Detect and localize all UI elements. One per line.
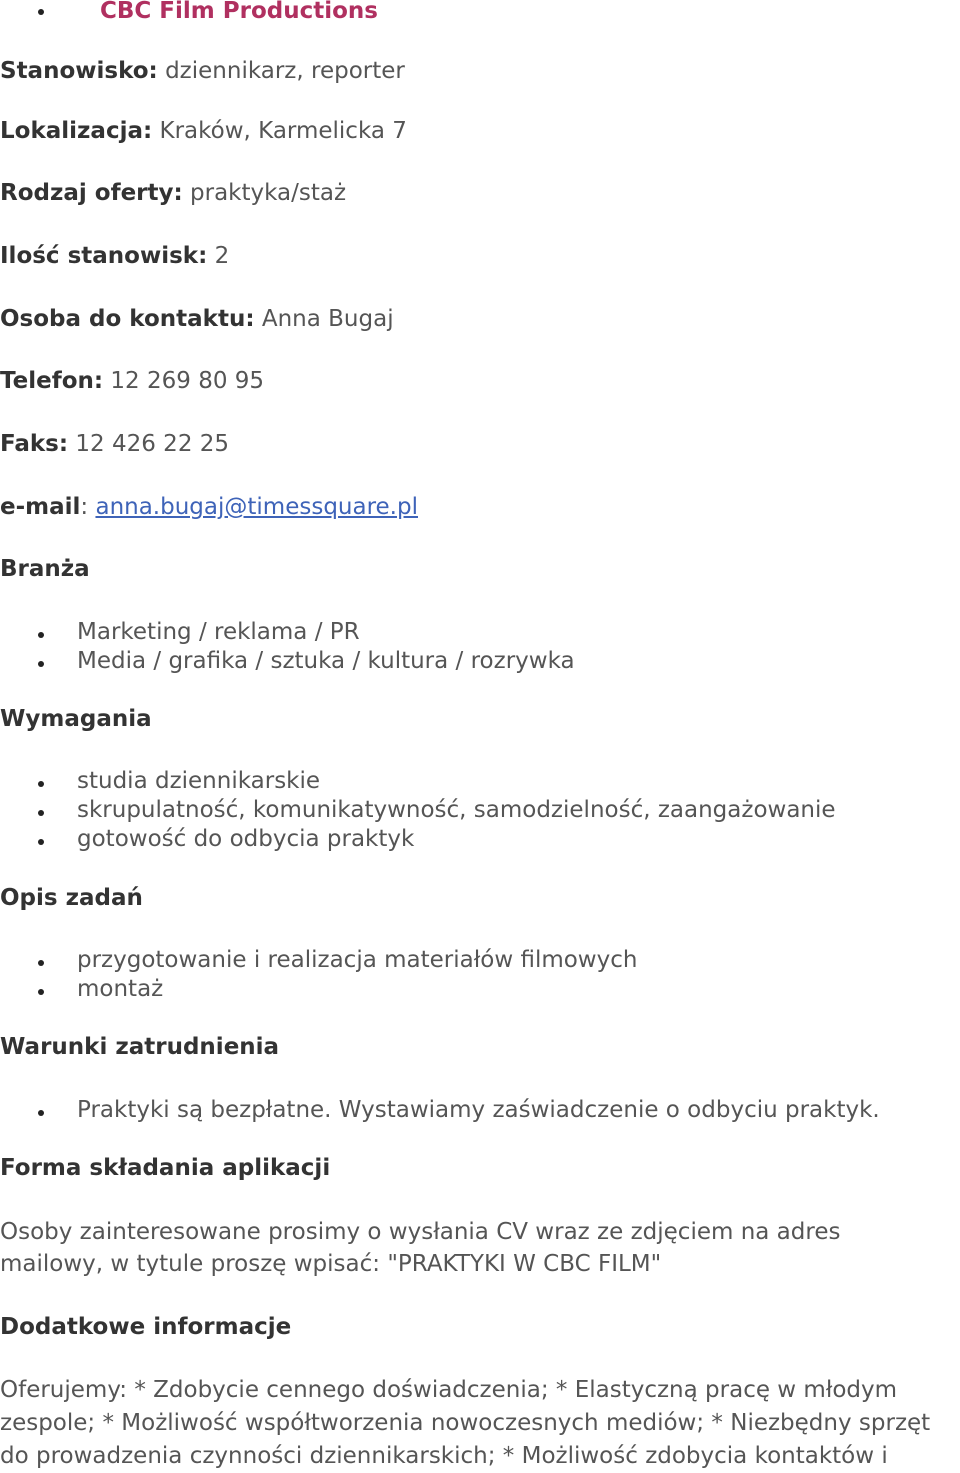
field-label: Stanowisko: bbox=[0, 58, 158, 84]
field-stanowisko bbox=[0, 56, 405, 86]
bullet-icon bbox=[38, 781, 44, 787]
section-heading-warunki: Warunki zatrudnienia bbox=[0, 1034, 280, 1060]
field-label: Faks: bbox=[0, 431, 69, 457]
field-lokalizacja bbox=[0, 116, 407, 146]
field-separator: : bbox=[80, 494, 89, 520]
list-item: montaż bbox=[77, 976, 164, 1002]
field-value: praktyka/staż bbox=[190, 180, 347, 206]
paragraph-line: Oferujemy: * Zdobycie cennego doświadczenia; * Elastyczną pracę w młodym bbox=[0, 1377, 898, 1403]
paragraph-line: zespole; * Możliwość współtworzenia nowoczesnych mediów; * Niezbędny sprzęt bbox=[0, 1410, 931, 1436]
bullet-icon bbox=[38, 1110, 44, 1116]
paragraph-line: mailowy, w tytule proszę wpisać: "PRAKTYKI W CBC FILM" bbox=[0, 1251, 662, 1277]
field-value: dziennikarz, reporter bbox=[165, 58, 405, 84]
bullet-icon bbox=[38, 632, 44, 638]
field-value: Kraków, Karmelicka 7 bbox=[159, 118, 407, 144]
email-link[interactable]: anna.bugaj@timessquare.pl bbox=[95, 494, 418, 520]
list-item: studia dziennikarskie bbox=[77, 768, 321, 794]
section-heading-branza: Branża bbox=[0, 556, 90, 582]
field-rodzaj-oferty bbox=[0, 178, 346, 208]
field-email bbox=[0, 492, 418, 522]
section-heading-wymagania: Wymagania bbox=[0, 706, 152, 732]
list-item: gotowość do odbycia praktyk bbox=[77, 826, 415, 852]
section-heading-dodatkowe: Dodatkowe informacje bbox=[0, 1314, 292, 1340]
field-label: e-mail bbox=[0, 494, 81, 520]
field-ilosc-stanowisk bbox=[0, 241, 229, 271]
list-item: przygotowanie i realizacja materiałów filmowych bbox=[77, 947, 638, 973]
list-item: Marketing / reklama / PR bbox=[77, 619, 360, 645]
field-value: 2 bbox=[214, 243, 230, 269]
field-label: Rodzaj oferty: bbox=[0, 180, 183, 206]
field-label: Telefon: bbox=[0, 368, 104, 394]
section-heading-opis-zadan: Opis zadań bbox=[0, 885, 143, 911]
bullet-icon bbox=[38, 810, 44, 816]
field-osoba-do-kontaktu bbox=[0, 304, 394, 334]
field-faks bbox=[0, 429, 229, 459]
list-item: Praktyki są bezpłatne. Wystawiamy zaświadczenie o odbyciu praktyk. bbox=[77, 1097, 880, 1123]
field-value: 12 426 22 25 bbox=[75, 431, 230, 457]
section-heading-forma: Forma składania aplikacji bbox=[0, 1155, 331, 1181]
bullet-icon bbox=[38, 661, 44, 667]
paragraph-line: Osoby zainteresowane prosimy o wysłania CV wraz ze zdjęciem na adres bbox=[0, 1219, 841, 1245]
field-value: 12 269 80 95 bbox=[110, 368, 265, 394]
bullet-icon bbox=[38, 9, 44, 15]
paragraph-line: do prowadzenia czynności dziennikarskich; * Możliwość zdobycia kontaktów i bbox=[0, 1443, 888, 1469]
bullet-icon bbox=[38, 989, 44, 995]
company-name: CBC Film Productions bbox=[100, 0, 378, 24]
bullet-icon bbox=[38, 960, 44, 966]
field-label: Osoba do kontaktu: bbox=[0, 306, 255, 332]
list-item: Media / grafika / sztuka / kultura / rozrywka bbox=[77, 648, 575, 674]
field-label: Lokalizacja: bbox=[0, 118, 153, 144]
bullet-icon bbox=[38, 839, 44, 845]
field-label: Ilość stanowisk: bbox=[0, 243, 208, 269]
field-value: Anna Bugaj bbox=[261, 306, 394, 332]
field-telefon bbox=[0, 366, 264, 396]
list-item: skrupulatność, komunikatywność, samodzielność, zaangażowanie bbox=[77, 797, 836, 823]
